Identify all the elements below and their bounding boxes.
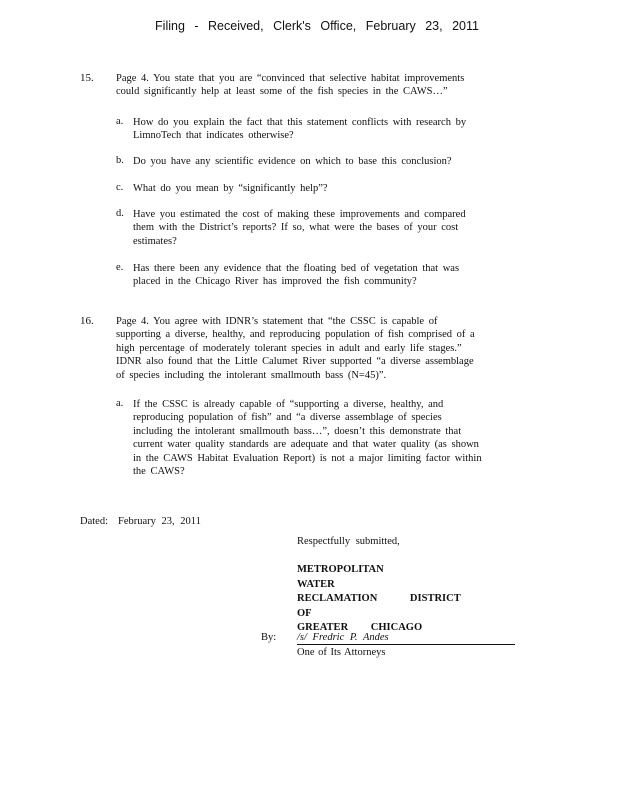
text-line: including the intolerant smallmouth bass…”, doesn’t this demonstrate that [133, 425, 462, 437]
q16-a-label: a. [116, 398, 124, 409]
page-header: Filing - Received, Clerk's Office, February 23, 2011 [155, 19, 479, 33]
dated-label: Dated: [80, 516, 108, 527]
text-line: If the CSSC is already capable of “supporting a diverse, healthy, and [133, 399, 444, 410]
question-15-number: 15. [80, 72, 94, 84]
org-line: RECLAMATION DISTRICT OF [297, 593, 461, 619]
signer-role: One of Its Attorneys [297, 647, 386, 658]
q15-c-label: c. [116, 182, 124, 193]
text-line: How do you explain the fact that this statement conflicts with research by [133, 117, 467, 128]
text-line: Page 4. You state that you are “convinced that selective habitat improvements [116, 73, 465, 84]
text-line: supporting a diverse, healthy, and reproducing population of fish comprised of a [116, 329, 475, 341]
q15-b-label: b. [116, 155, 124, 166]
question-16-number: 16. [80, 315, 94, 327]
text-line: in the CAWS Habitat Evaluation Report) is not a major limiting factor within [133, 452, 482, 464]
text-line: could significantly help at least some of the fish species in the CAWS…” [116, 86, 448, 98]
text-line: reproducing population of fish” and “a diverse assemblage of species [133, 412, 442, 424]
text-line: the CAWS? [133, 466, 185, 478]
q15-e-label: e. [116, 262, 124, 273]
text-line: IDNR also found that the Little Calumet River supported “a diverse assemblage [116, 356, 474, 368]
q16-a-text [133, 398, 504, 478]
q15-c-text [133, 182, 488, 195]
q15-e-text [133, 262, 488, 289]
q15-d-text [133, 208, 488, 248]
text-line: current water quality standards are adequate and that water quality (as shown [133, 439, 479, 451]
q15-a-text [133, 116, 488, 143]
text-line: LimnoTech that indicates otherwise? [133, 130, 294, 142]
text-line: What do you mean by “significantly help”? [133, 183, 328, 194]
q15-d-label: d. [116, 208, 124, 219]
org-line: METROPOLITAN WATER [297, 564, 384, 590]
firm-name [297, 563, 467, 636]
dated-date: February 23, 2011 [118, 516, 201, 527]
text-line: placed in the Chicago River has improved the fish community? [133, 276, 417, 288]
text-line: Have you estimated the cost of making these improvements and compared [133, 209, 466, 220]
respectfully-submitted: Respectfully submitted, [297, 536, 400, 547]
firm-line [297, 563, 437, 592]
firm-line [297, 592, 467, 621]
text-line: high percentage of moderately tolerant species in adult and early life stages.” [116, 342, 462, 354]
text-line: Has there been any evidence that the floating bed of vegetation that was [133, 263, 460, 274]
q15-a-label: a. [116, 116, 124, 127]
by-label: By: [261, 632, 277, 643]
text-line: estimates? [133, 235, 177, 247]
signature: /s/ Fredric P. Andes [297, 632, 389, 643]
org-line: GREATER CHICAGO [297, 622, 423, 633]
text-line: of species including the intolerant smallmouth bass (N=45)”. [116, 369, 387, 381]
signature-line [297, 644, 515, 645]
question-15-text [116, 72, 484, 99]
question-16-text [116, 315, 504, 382]
text-line: Page 4. You agree with IDNR’s statement that “the CSSC is capable of [116, 316, 438, 327]
text-line: Do you have any scientific evidence on which to base this conclusion? [133, 156, 452, 167]
text-line: them with the District’s reports? If so, what were the bases of your cost [133, 222, 459, 234]
q15-b-text [133, 155, 488, 168]
